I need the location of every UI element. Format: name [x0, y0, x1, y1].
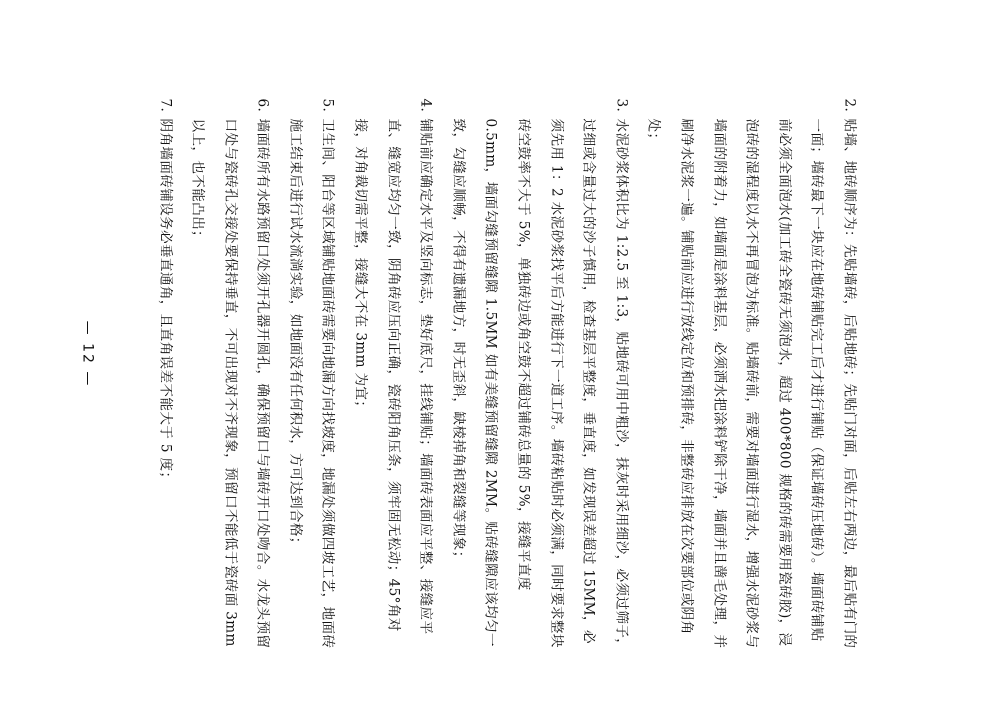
page-number: — 12 —: [79, 320, 95, 387]
item-text: 贴墙、地砖顺序为：先贴墙砖，后贴地砖；先贴门对面，后贴左右两边，最后贴有门的一面；墙砖最下一块应在地砖铺贴完工后才进行铺贴（保证墙砖压地砖）。墙面砖铺贴前必须全面泡水(加工砖全瓷砖无须泡水，超过 400*800 规格的砖需要用瓷砖胶)，浸泡砖的湿程度以水不再冒泡为标准。贴墙砖前，需要对墙面进行湿水，增强水泥砂浆与墙面的附着力，如墙面是涂料基层，必须洒水把涂料铲除干净，墙面并且凿毛处理，并刷净水泥浆一遍。铺贴前应进行放线定位和预排砖，非整砖应排放在次要部位或阴角处；: [645, 118, 857, 648]
list-item: [441, 98, 637, 653]
item-number: 3.: [612, 98, 629, 112]
item-number: 7.: [156, 98, 173, 112]
list-item: [148, 98, 181, 653]
list-item: [181, 98, 279, 653]
item-text: 铺贴前应确定水平及竖向标志，垫好底尺，挂线铺贴；墙面砖表面应平整、接缝应平直、缝宽应均匀一致，阴角砖应压向正确，瓷砖阳角压条，须牢固无松动；45°角对接，对角裁切需平整，接缝大不在 3mm 为宜；: [352, 118, 434, 634]
item-text: 水泥砂浆体积比为 1:2.5 至 1:3，贴地砖可用中粗沙，抹灰时采用细沙，必须过筛子，过细或含量过大的沙子慎用，检查基层平整度，垂直度，如发现误差超过 15MM，必须先用 1：2 水泥砂浆找平后方能进行下一道工序。墙砖粘贴时必须满，同时要求整块砖空鼓率不大于 5%，单独砖边或角空鼓不超过铺砖总量的 5%，接缝平直度 0.5mm，墙面勾缝预留缝隙 1.5MM 如有美缝预留缝隙 2MM。贴砖缝隙应该均匀一致，勾缝应顺畅，不得有遗漏地方，时无歪斜，缺棱掉角和裂缝等现象；: [449, 118, 629, 652]
item-text: 卫生间、阳台等区域铺贴地面砖需要向地漏方向找坡度，地漏处须做四坡工艺，地面砖施工结束后进行试水流淌实验，如地面没有任何积水，方可达到合格；: [286, 118, 336, 648]
list-item: [344, 98, 442, 653]
list-item: [278, 98, 343, 653]
item-number: 6.: [254, 98, 271, 112]
item-text: 阴角墙面砖铺设务必垂直通角，且直角误差不能大于 5 度；: [156, 118, 173, 485]
list-item: [637, 98, 865, 653]
item-number: 2.: [841, 98, 857, 112]
document-body: [148, 98, 865, 653]
item-text: 墙面砖所有水路预留口处须开孔器开圆孔，确保预留口与墙砖开口处吻合。水龙头预留口处与瓷砖孔交接处要保持垂直，不可出现对不齐现象，预留口不能低于瓷砖面 3mm 以上，也不能凸出；: [189, 118, 271, 648]
item-number: 4.: [417, 98, 434, 112]
item-number: 5.: [319, 98, 336, 112]
